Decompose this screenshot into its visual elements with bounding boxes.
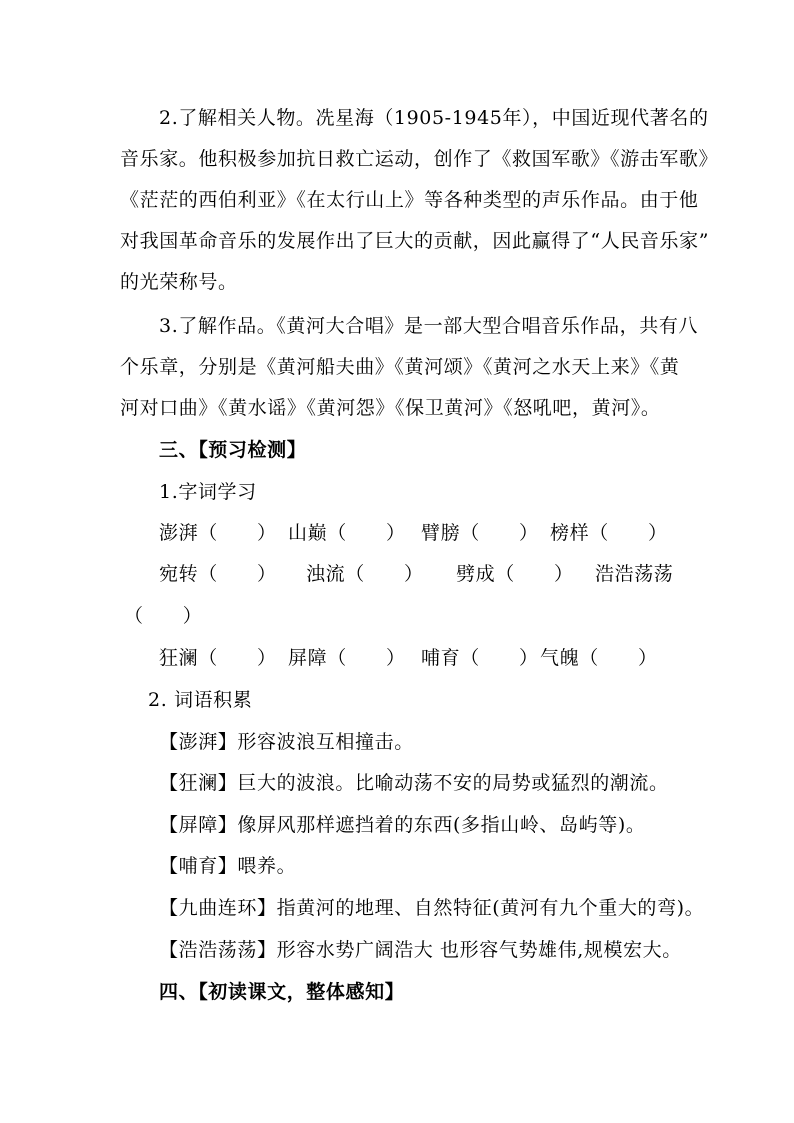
vocab-item: 澎湃（ ）	[159, 522, 277, 544]
vocab-item: 劈成（ ）	[456, 563, 574, 585]
vocab-item: 狂澜（ ）	[159, 647, 277, 669]
paragraph-work-line-3: 河对口曲》《黄水谣》《黄河怨》《保卫黄河》《怒吼吧，黄河》。	[120, 397, 661, 419]
vocab-item: 臂膀（ ）	[421, 522, 539, 544]
vocab-item: 屏障（ ）	[288, 647, 406, 669]
vocab-item: 山巅（ ）	[288, 522, 406, 544]
vocab-item: 浊流（ ）	[306, 563, 424, 585]
vocab-item: 气魄（ ）	[540, 647, 658, 669]
definition-item: 【澎湃】形容波浪互相撞击。	[159, 731, 414, 753]
paragraph-person-line-4: 对我国革命音乐的发展作出了巨大的贡献，因此赢得了“人民音乐家”	[120, 230, 710, 252]
definition-item: 【狂澜】巨大的波浪。比喻动荡不安的局势或猛烈的潮流。	[159, 772, 669, 794]
vocab-item: 浩浩荡荡	[595, 563, 674, 585]
paragraph-person-line-2: 音乐家。他积极参加抗日救亡运动，创作了《救国军歌》《游击军歌》	[120, 148, 719, 170]
definition-item: 【九曲连环】指黄河的地理、自然特征(黄河有九个重大的弯)。	[159, 897, 705, 919]
vocab-item: 榜样（ ）	[550, 522, 668, 544]
definition-item: 【哺育】喂养。	[159, 855, 297, 877]
paragraph-work-line-1: 3.了解作品。《黄河大合唱》是一部大型合唱音乐作品，共有八	[159, 315, 699, 337]
vocab-item: 哺育（ ）	[421, 647, 539, 669]
section-heading-first-reading: 四、【初读课文，整体感知】	[159, 981, 405, 1003]
subheading-vocabulary: 1.字词学习	[159, 481, 257, 503]
subheading-word-accumulation: 2. 词语积累	[148, 689, 253, 711]
vocab-item: 宛转（ ）	[159, 563, 277, 585]
definition-item: 【浩浩荡荡】形容水势广阔浩大 也形容气势雄伟,规模宏大。	[159, 939, 682, 961]
paragraph-person-line-3: 《茫茫的西伯利亚》《在太行山上》等各种类型的声乐作品。由于他	[120, 189, 699, 211]
section-heading-preview-test: 三、【预习检测】	[159, 439, 307, 461]
paragraph-person-line-1: 2.了解相关人物。冼星海（1905-1945年），中国近现代著名的	[159, 107, 709, 129]
paragraph-work-line-2: 个乐章，分别是《黄河船夫曲》《黄河颂》《黄河之水天上来》《黄	[120, 356, 680, 378]
definition-item: 【屏障】像屏风那样遮挡着的东西(多指山岭、岛屿等)。	[159, 814, 646, 836]
vocab-row-2-continuation: （ ）	[124, 605, 203, 627]
paragraph-person-line-5: 的光荣称号。	[120, 271, 238, 293]
